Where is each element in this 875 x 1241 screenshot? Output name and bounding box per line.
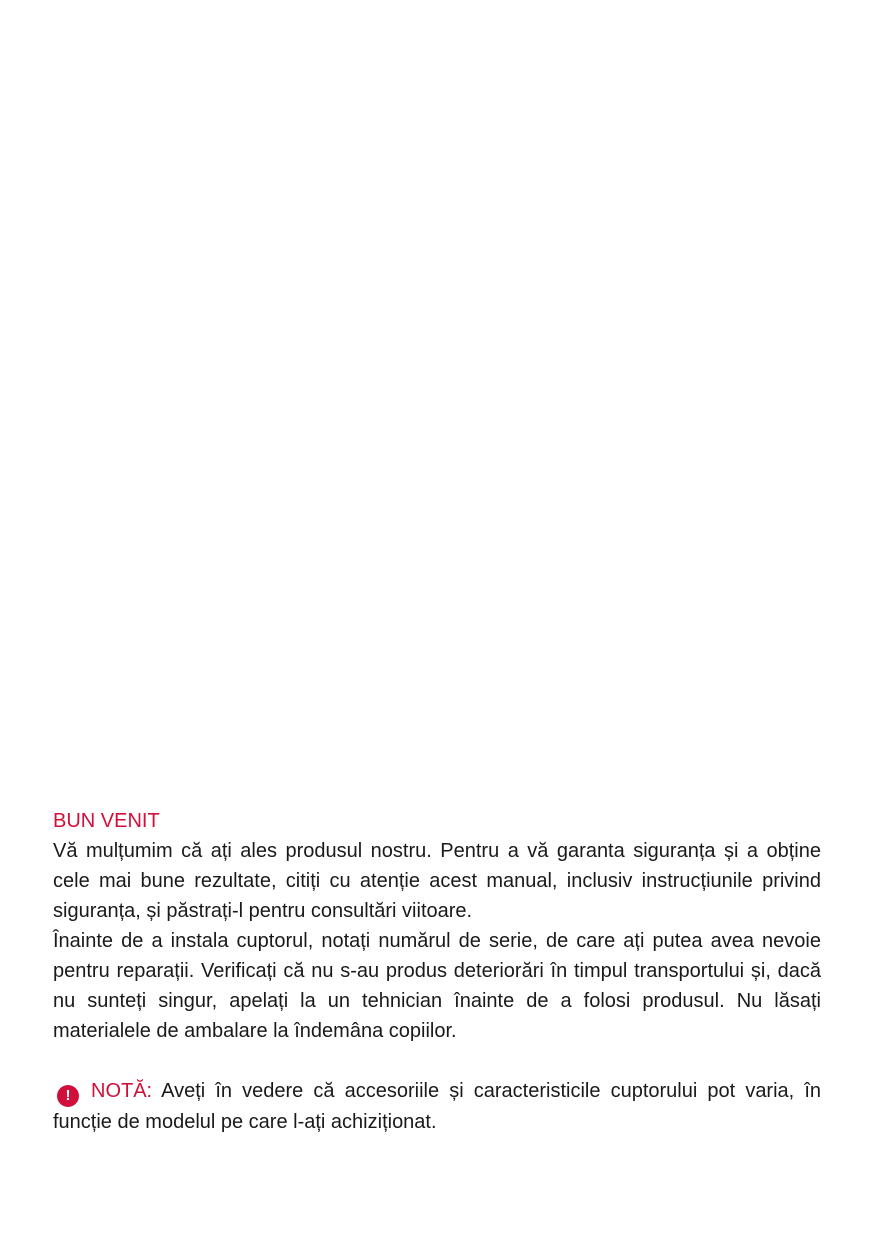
note-label: NOTĂ:: [91, 1080, 153, 1102]
intro-paragraph: Vă mulțumim că ați ales produsul nostru. Pentru a vă garanta siguranța și a obține cele mai bune rezultate, citiți cu atenție acest manual, inclusiv instrucțiunile privind siguranța, și păstrați-l pentru consultări viitoare.: [53, 840, 821, 922]
note-text: Aveți în vedere că accesoriile și caracteristicile cuptorului pot varia, în funcție de modelul pe care l-ați achiziționat.: [53, 1080, 822, 1133]
exclamation-icon: !: [57, 1085, 79, 1107]
section-title: BUN VENIT: [53, 810, 160, 832]
instructions-paragraph: Înainte de a instala cuptorul, notați numărul de serie, de care ați putea avea nevoie pentru reparații. Verificați că nu s-au produs deteriorări în timpul transportului și, dacă nu sunteți singur, apelați la un tehnician înainte de a folosi produsul. Nu lăsați materialele de ambalare la îndemâna copiilor.: [53, 930, 821, 1042]
note-block: [53, 1076, 821, 1137]
welcome-section: [53, 806, 821, 1137]
spacer: [53, 1046, 821, 1076]
